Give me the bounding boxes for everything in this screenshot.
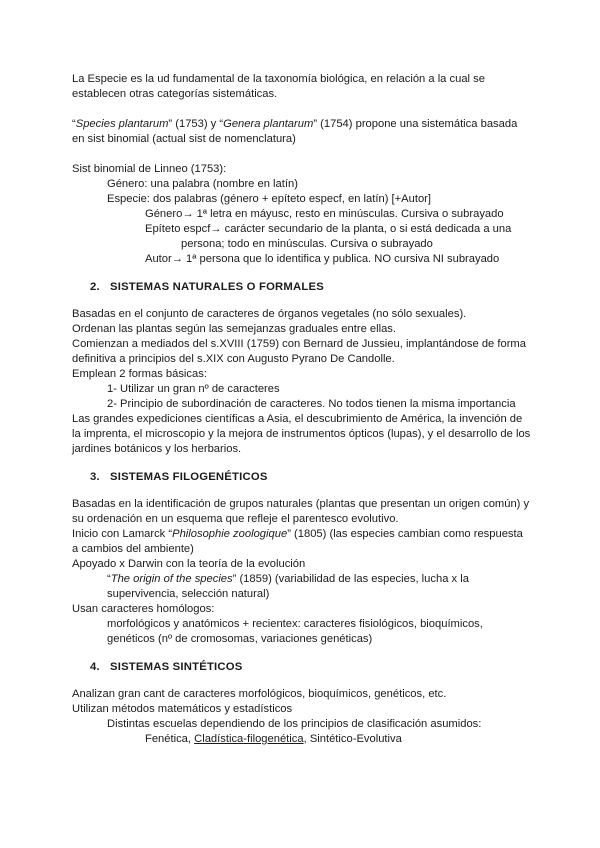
- school-sintetico-evolutiva: Sintético-Evolutiva: [309, 733, 402, 745]
- section-2-closing: jardines botánicos y los herbarios.: [72, 443, 242, 455]
- section-2-title: SISTEMAS NATURALES O FORMALES: [110, 281, 324, 293]
- section-2-line: Basadas en el conjunto de caracteres de órganos vegetales (no sólo sexuales).: [72, 308, 467, 320]
- linneo-works-line-2: en sist binomial (actual sist de nomenclatura): [72, 133, 296, 145]
- section-3-lamarck-line-2: a cambios del ambiente): [72, 543, 194, 555]
- linneo-especie: Especie: dos palabras (género + epíteto especf, en latín) [+Autor]: [107, 193, 432, 205]
- section-4-heading: [90, 660, 242, 674]
- school-cladistica: Cladística-filogenética: [194, 733, 304, 745]
- intro-line-2: establecen otras categorías sistemáticas.: [72, 88, 278, 100]
- school-separator: ,: [303, 733, 310, 745]
- section-3-homologos-line-2: genéticos (nº de cromosomas, variaciones genéticas): [107, 633, 373, 645]
- section-2-line: Comienzan a mediados del s.XVIII (1759) con Bernard de Jussieu, implantándose de forma: [72, 338, 526, 350]
- section-3-homologos: Usan caracteres homólogos:: [72, 603, 215, 615]
- species-plantarum-title: Species plantarum: [75, 118, 169, 130]
- section-3-title: SISTEMAS FILOGENÉTICOS: [110, 471, 268, 483]
- section-2-number: 2.: [90, 281, 100, 293]
- section-2-line: Ordenan las plantas según las semejanzas graduales entre ellas.: [72, 323, 397, 335]
- origin-of-species-title: The origin of the species: [110, 573, 233, 585]
- quote-open: “: [72, 118, 76, 130]
- linneo-epiteto-rule-2: persona; todo en minúsculas. Cursiva o subrayado: [181, 238, 433, 250]
- lamarck-post: ” (1805) (las especies cambian como respuesta: [287, 528, 523, 540]
- linneo-genero: Género: una palabra (nombre en latín): [107, 178, 298, 190]
- intro-line-1: La Especie es la ud fundamental de la taxonomía biológica, en relación a la cual se: [72, 73, 485, 85]
- linneo-title: Sist binomial de Linneo (1753):: [72, 163, 227, 175]
- origin-quote: “: [107, 573, 111, 585]
- section-3-heading: [90, 470, 268, 484]
- works-mid: ” (1753) y “: [168, 118, 224, 130]
- section-4-school-list: [145, 732, 402, 746]
- section-3-line: Basadas en la identificación de grupos naturales (plantas que presentan un origen común) y: [72, 498, 530, 510]
- lamarck-pre: Inicio con Lamarck “: [72, 528, 173, 540]
- section-2-closing: Las grandes expediciones científicas a Asia, el descubrimiento de América, la invención de: [72, 413, 523, 425]
- section-2-line: definitiva a principios del s.XIX con Augusto Pyrano De Candolle.: [72, 353, 395, 365]
- linneo-epiteto-rule-1: Epíteto espcf→ carácter secundario de la planta, o si está dedicada a una: [145, 223, 512, 235]
- section-2-form-1: 1- Utilizar un gran nº de caracteres: [107, 383, 280, 395]
- section-3-line: su ordenación en un esquema que refleje el parentesco evolutivo.: [72, 513, 399, 525]
- school-separator: ,: [187, 733, 195, 745]
- section-4-line: Analizan gran cant de caracteres morfológicos, bioquímicos, genéticos, etc.: [72, 688, 447, 700]
- linneo-works-line-1: [72, 117, 517, 131]
- linneo-genero-rule: Género→ 1ª letra en máyusc, resto en minúsculas. Cursiva o subrayado: [145, 208, 504, 220]
- section-2-heading: [90, 280, 324, 294]
- section-4-number: 4.: [90, 661, 100, 673]
- section-2-closing: la imprenta, el microscopio y la mejora de instrumentos ópticos (lupas), y el desarrollo de los: [72, 428, 531, 440]
- section-4-schools: Distintas escuelas dependiendo de los principios de clasificación asumidos:: [107, 718, 482, 730]
- section-3-origin-line-2: supervivencia, selección natural): [107, 588, 270, 600]
- school-fenetica: Fenética: [145, 733, 188, 745]
- genera-plantarum-title: Genera plantarum: [223, 118, 314, 130]
- section-3-origin: [107, 572, 469, 586]
- section-2-form-2: 2- Principio de subordinación de caracteres. No todos tienen la misma importancia: [107, 398, 516, 410]
- section-3-darwin: Apoyado x Darwin con la teoría de la evolución: [72, 558, 306, 570]
- origin-post: ” (1859) (variabilidad de las especies, lucha x la: [232, 573, 469, 585]
- works-end: ” (1754) propone una sistemática basada: [313, 118, 518, 130]
- section-3-homologos-line-1: morfológicos y anatómicos + recientex: caracteres fisiológicos, bioquímicos,: [107, 618, 483, 630]
- section-4-title: SISTEMAS SINTÉTICOS: [110, 661, 243, 673]
- linneo-autor-rule: Autor→ 1ª persona que lo identifica y publica. NO cursiva NI subrayado: [145, 253, 500, 265]
- section-4-line: Utilizan métodos matemáticos y estadísticos: [72, 703, 293, 715]
- section-2-line: Emplean 2 formas básicas:: [72, 368, 207, 380]
- section-3-lamarck: [72, 527, 523, 541]
- philosophie-zoologique-title: Philosophie zoologique: [172, 528, 288, 540]
- section-3-number: 3.: [90, 471, 100, 483]
